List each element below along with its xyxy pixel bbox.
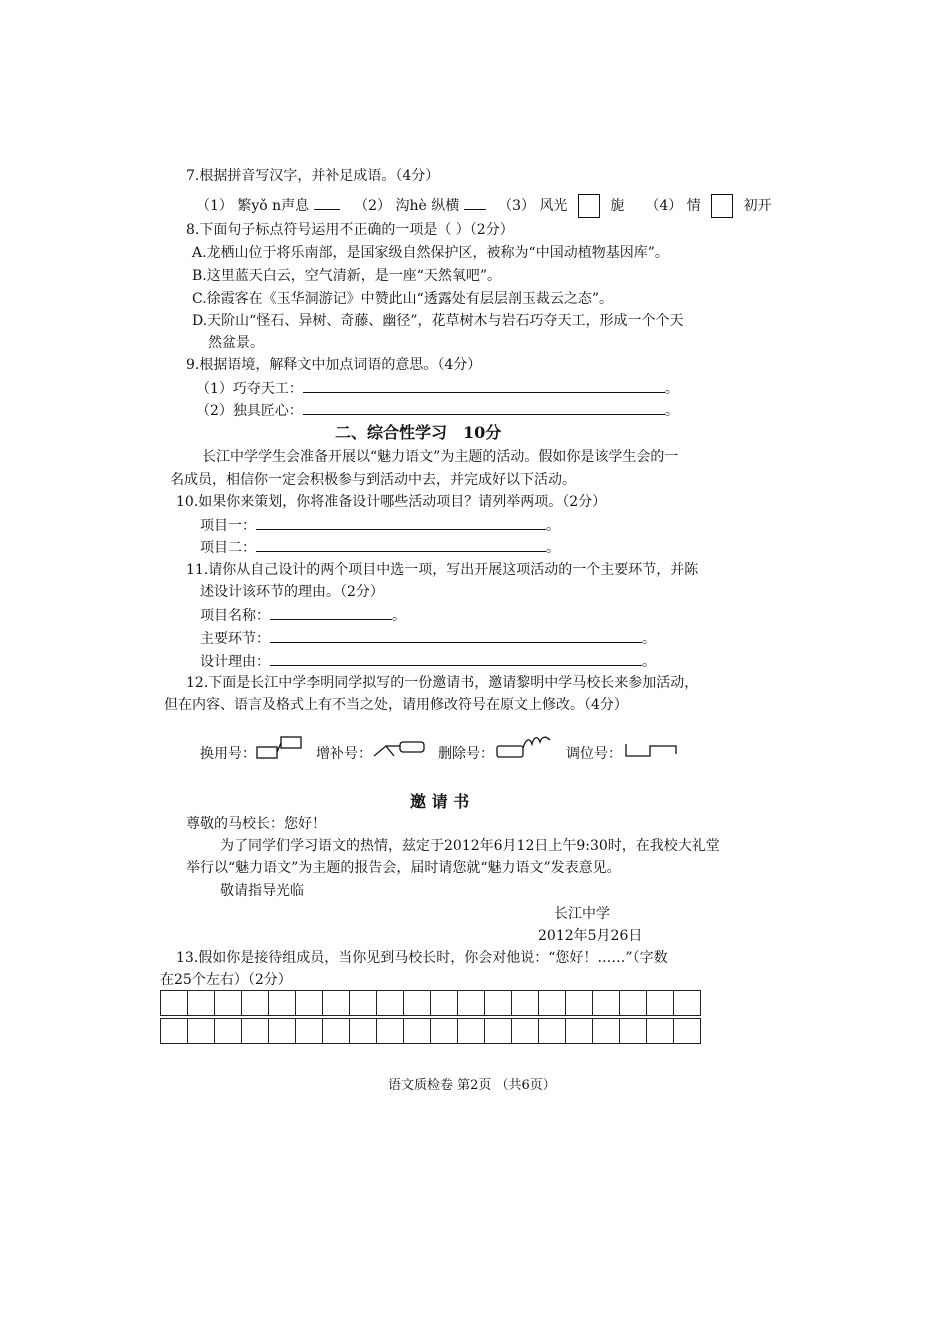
q8-title: 8.下面句子标点符号运用不正确的一项是（ ）（2分） xyxy=(186,222,514,238)
grid-cell[interactable] xyxy=(242,991,269,1016)
q11-title-line1: 11.请你从自己设计的两个项目中选一项，写出开展这项活动的一个主要环节，并陈 xyxy=(186,562,699,578)
q7-item2-num: （2） xyxy=(354,198,392,214)
q7-item3-b: 旎 xyxy=(610,198,625,214)
grid-cell[interactable] xyxy=(512,1019,539,1044)
q7-items xyxy=(196,194,772,218)
grid-cell[interactable] xyxy=(377,1019,404,1044)
q12-title-line1: 12.下面是长江中学李明同学拟写的一份邀请书，邀请黎明中学马校长来参加活动， xyxy=(186,675,699,691)
q9-item2 xyxy=(196,400,679,421)
grid-cell[interactable] xyxy=(431,1019,458,1044)
q10-item1 xyxy=(200,515,560,536)
q12-title-line2: 但在内容、语言及格式上有不当之处，请用修改符号在原文上修改。（4分） xyxy=(164,697,628,713)
grid-cell[interactable] xyxy=(404,991,431,1016)
replace-symbol-icon xyxy=(254,734,304,762)
q8-option-d-line1: D.天阶山“怪石、异树、奇藤、幽径”，花草树木与岩石巧夺天工，形成一个个天 xyxy=(192,313,684,329)
q9-item1-end: 。 xyxy=(664,381,679,397)
letter-body-line1: 为了同学们学习语文的热情，兹定于2012年6月12日上午9:30时，在我校大礼堂 xyxy=(220,838,720,854)
grid-cell[interactable] xyxy=(485,1019,512,1044)
q7-item1-blank[interactable] xyxy=(314,195,340,210)
q11-name xyxy=(200,605,406,626)
q9-item1-blank[interactable] xyxy=(303,378,665,393)
grid-cell[interactable] xyxy=(566,991,593,1016)
section2-intro-line1: 长江中学学生会准备开展以“魅力语文”为主题的活动。假如你是该学生会的一 xyxy=(202,449,679,465)
answer-grid-row xyxy=(161,991,701,1016)
q9-item1 xyxy=(196,378,679,399)
q10-item2-end: 。 xyxy=(546,540,560,556)
section2-title: 二、综合性学习 10分 xyxy=(335,423,502,442)
grid-cell[interactable] xyxy=(485,991,512,1016)
q9-item1-label: （1）巧夺天工： xyxy=(196,381,303,397)
grid-cell[interactable] xyxy=(431,991,458,1016)
symbol-reorder-label: 调位号： xyxy=(566,746,622,762)
q8-option-d-line2: 然盆景。 xyxy=(208,335,264,351)
q7-item1-num: （1） xyxy=(196,198,233,214)
grid-cell[interactable] xyxy=(323,991,350,1016)
q10-item2-label: 项目二： xyxy=(200,540,256,556)
q10-item1-label: 项目一： xyxy=(200,518,256,534)
q7-item3-num: （3） xyxy=(498,198,536,214)
symbol-insert-label: 增补号： xyxy=(316,746,372,762)
q11-step-end: 。 xyxy=(642,631,656,647)
q8-option-b: B.这里蓝天白云，空气清新，是一座“天然氧吧”。 xyxy=(192,268,502,284)
grid-cell[interactable] xyxy=(458,991,485,1016)
q8-option-a: A.龙栖山位于将乐南部，是国家级自然保护区，被称为“中国动植物基因库”。 xyxy=(192,245,669,261)
grid-cell[interactable] xyxy=(620,991,647,1016)
insert-symbol-icon xyxy=(370,734,430,762)
q11-reason-label: 设计理由： xyxy=(200,654,270,670)
q11-reason xyxy=(200,651,656,672)
delete-symbol-icon xyxy=(494,732,554,762)
q7-item3-box[interactable] xyxy=(578,194,600,218)
q9-item2-blank[interactable] xyxy=(303,400,665,415)
grid-cell[interactable] xyxy=(593,1019,620,1044)
q7-item1-text: 繁yǒ n声息 xyxy=(237,198,310,214)
q10-item1-end: 。 xyxy=(546,518,560,534)
grid-cell[interactable] xyxy=(296,991,323,1016)
page-footer: 语文质检卷 第2页 （共6页） xyxy=(388,1078,556,1093)
q7-item2-blank[interactable] xyxy=(464,195,486,210)
grid-cell[interactable] xyxy=(188,1019,215,1044)
answer-grid-row xyxy=(161,1019,701,1044)
grid-cell[interactable] xyxy=(296,1019,323,1044)
answer-grid xyxy=(160,990,701,1044)
grid-cell[interactable] xyxy=(458,1019,485,1044)
grid-cell[interactable] xyxy=(242,1019,269,1044)
q7-item3-a: 风光 xyxy=(539,198,568,214)
q13-title-line2: 在25个左右）（2分） xyxy=(160,972,292,988)
q7-item4-box[interactable] xyxy=(711,194,733,218)
symbol-delete-label: 删除号： xyxy=(438,746,494,762)
q10-item1-blank[interactable] xyxy=(256,515,546,530)
q11-reason-blank[interactable] xyxy=(270,651,642,666)
q7-item4-a: 情 xyxy=(686,198,701,214)
q11-name-end: 。 xyxy=(392,608,406,624)
grid-cell[interactable] xyxy=(215,1019,242,1044)
grid-cell[interactable] xyxy=(620,1019,647,1044)
q10-item2 xyxy=(200,537,560,558)
q7-title: 7.根据拼音写汉字，并补足成语。（4分） xyxy=(186,168,440,184)
letter-greeting: 尊敬的马校长：您好！ xyxy=(186,816,326,832)
letter-body-line2: 举行以“魅力语文”为主题的报告会，届时请您就“魅力语文”发表意见。 xyxy=(186,860,621,876)
q9-item2-end: 。 xyxy=(664,403,679,419)
q9-title: 9.根据语境，解释文中加点词语的意思。（4分） xyxy=(186,357,482,373)
grid-cell[interactable] xyxy=(188,991,215,1016)
q7-item4-num: （4） xyxy=(645,198,683,214)
letter-title: 邀 请 书 xyxy=(410,792,470,811)
section2-intro-line2: 名成员，相信你一定会积极参与到活动中去，并完成好以下活动。 xyxy=(170,472,576,488)
letter-closing: 敬请指导光临 xyxy=(220,883,304,899)
grid-cell[interactable] xyxy=(674,1019,701,1044)
letter-date: 2012年5月26日 xyxy=(538,928,643,944)
grid-cell[interactable] xyxy=(161,991,188,1016)
grid-cell[interactable] xyxy=(593,991,620,1016)
grid-cell[interactable] xyxy=(404,1019,431,1044)
q11-step-blank[interactable] xyxy=(270,628,642,643)
grid-cell[interactable] xyxy=(647,991,674,1016)
grid-cell[interactable] xyxy=(323,1019,350,1044)
q7-item2-text: 沟hè 纵横 xyxy=(395,198,460,214)
q11-title-line2: 述设计该环节的理由。（2分） xyxy=(200,584,384,600)
grid-cell[interactable] xyxy=(674,991,701,1016)
grid-cell[interactable] xyxy=(539,991,566,1016)
q7-item4-b: 初开 xyxy=(743,198,772,214)
q11-name-label: 项目名称： xyxy=(200,608,270,624)
reorder-symbol-icon xyxy=(622,736,682,762)
q9-item2-label: （2）独具匠心： xyxy=(196,403,303,419)
q10-title: 10.如果你来策划，你将准备设计哪些活动项目？请列举两项。（2分） xyxy=(176,494,607,510)
grid-cell[interactable] xyxy=(350,991,377,1016)
symbol-replace-label: 换用号： xyxy=(200,746,256,762)
letter-signer: 长江中学 xyxy=(554,906,610,922)
q11-step xyxy=(200,628,656,649)
grid-cell[interactable] xyxy=(512,991,539,1016)
q11-reason-end: 。 xyxy=(642,654,656,670)
q11-name-blank[interactable] xyxy=(270,605,392,620)
q10-item2-blank[interactable] xyxy=(256,537,546,552)
grid-cell[interactable] xyxy=(269,1019,296,1044)
grid-cell[interactable] xyxy=(647,1019,674,1044)
q8-option-c: C.徐霞客在《玉华洞游记》中赞此山“透露处有层层剖玉裁云之态”。 xyxy=(192,291,613,307)
q11-step-label: 主要环节： xyxy=(200,631,270,647)
grid-cell[interactable] xyxy=(350,1019,377,1044)
q13-title-line1: 13.假如你是接待组成员，当你见到马校长时，你会对他说：“您好！……”（字数 xyxy=(176,950,668,966)
grid-cell[interactable] xyxy=(269,991,296,1016)
grid-cell[interactable] xyxy=(215,991,242,1016)
grid-cell[interactable] xyxy=(539,1019,566,1044)
grid-cell[interactable] xyxy=(566,1019,593,1044)
grid-cell[interactable] xyxy=(161,1019,188,1044)
grid-cell[interactable] xyxy=(377,991,404,1016)
